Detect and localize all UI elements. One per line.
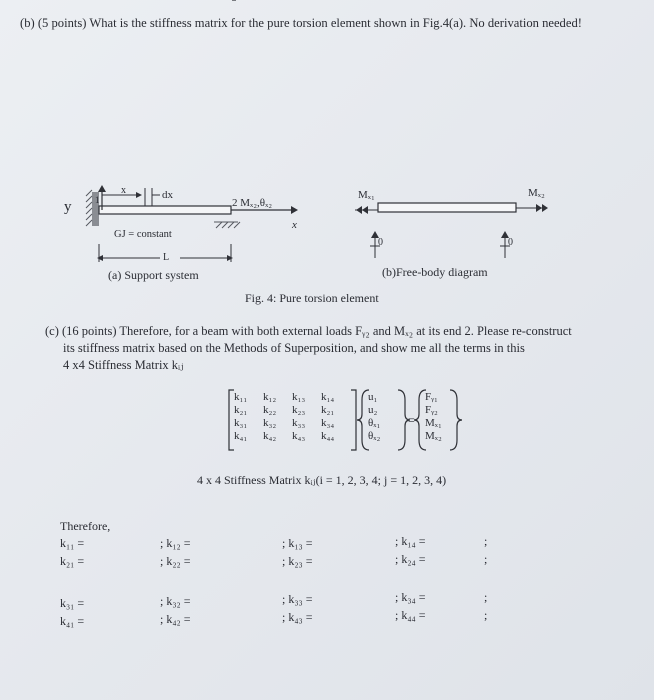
node-1-label: 1 xyxy=(95,195,100,205)
part-c-line-3: 4 x4 Stiffness Matrix kᵢⱼ xyxy=(63,358,184,372)
matrix-cell: k₄₃ xyxy=(292,430,306,442)
matrix-cell: k₁₃ xyxy=(292,391,306,403)
figure-caption: Fig. 4: Pure torsion element xyxy=(245,291,379,305)
answer-k14: ; k₁₄ = xyxy=(395,534,426,548)
gj-constant-label: GJ = constant xyxy=(114,229,172,240)
dx-label: dx xyxy=(162,189,173,201)
part-c-line-1: (c) (16 points) Therefore, for a beam with both external loads Fᵧ₂ and Mₓ₂ at its end 2. Please re-construct xyxy=(45,324,572,338)
answer-k22: ; k₂₂ = xyxy=(160,554,191,568)
part-c-line-2: its stiffness matrix based on the Methods of Superposition, and show me all the terms in this xyxy=(63,341,525,355)
vector-entry: θₓ₂ xyxy=(368,430,381,442)
part-b-question: (b) (5 points) What is the stiffness matrix for the pure torsion element shown in Fig.4(a). No derivation needed! xyxy=(20,16,582,30)
answer-row-end: ; xyxy=(484,552,488,566)
matrix-caption: 4 x 4 Stiffness Matrix kᵢⱼ(i = 1, 2, 3, 4; j = 1, 2, 3, 4) xyxy=(197,473,447,487)
matrix-cell: k₂₂ xyxy=(263,404,277,416)
matrix-cell: k₃₄ xyxy=(321,417,335,429)
matrix-cell: k₂₃ xyxy=(292,404,306,416)
matrix-cell: k₁₂ xyxy=(263,391,277,403)
fbd-zero-right: 0 xyxy=(508,237,513,248)
matrix-cell: k₄₂ xyxy=(263,430,277,442)
answer-k42: ; k₄₂ = xyxy=(160,612,191,626)
answer-k32: ; k₃₂ = xyxy=(160,594,191,608)
vector-entry: u₁ xyxy=(368,391,378,403)
vector-entry: Mₓ₂ xyxy=(425,430,442,442)
therefore-label: Therefore, xyxy=(60,519,111,533)
equals-sign: = xyxy=(408,413,415,427)
x-position-label: x xyxy=(121,185,126,196)
length-label: L xyxy=(163,252,170,263)
answer-k24: ; k₂₄ = xyxy=(395,552,426,566)
answer-k44: ; k₄₄ = xyxy=(395,608,426,622)
matrix-cell: k₃₂ xyxy=(263,417,277,429)
answer-row-end: ; xyxy=(484,590,488,604)
y-axis-label: y xyxy=(64,199,72,215)
vector-entry: Mₓ₁ xyxy=(425,417,442,429)
matrix-row xyxy=(234,430,345,443)
answer-k41: k₄₁ = xyxy=(60,614,85,628)
answer-k43: ; k₄₃ = xyxy=(282,610,313,624)
vector-entry: Fᵧ₂ xyxy=(425,404,438,416)
support-system-caption: (a) Support system xyxy=(108,268,199,282)
fbd-zero-left: 0 xyxy=(378,237,383,248)
answer-k31: k₃₁ = xyxy=(60,596,85,610)
answer-k23: ; k₂₃ = xyxy=(282,554,313,568)
matrix-cell: k₃₃ xyxy=(292,417,306,429)
force-vector xyxy=(425,391,442,443)
moment-mx2-label: Mₓ₂ xyxy=(528,187,545,199)
stiffness-matrix xyxy=(234,391,345,443)
matrix-cell: k₄₁ xyxy=(234,430,248,442)
answer-row-end: ; xyxy=(484,608,488,622)
matrix-cell: k₂₁ xyxy=(234,404,248,416)
matrix-row xyxy=(234,404,345,417)
answer-k33: ; k₃₃ = xyxy=(282,592,313,606)
answer-k12: ; k₁₂ = xyxy=(160,536,191,550)
answer-k11: k₁₁ = xyxy=(60,536,85,550)
matrix-row xyxy=(234,391,345,404)
matrix-cell: k₄₄ xyxy=(321,430,335,442)
matrix-cell: k₁₄ xyxy=(321,391,335,403)
vector-entry: Fᵧ₁ xyxy=(425,391,438,403)
matrix-row xyxy=(234,417,345,430)
answer-k21: k₂₁ = xyxy=(60,554,85,568)
answer-k13: ; k₁₃ = xyxy=(282,536,313,550)
answer-k34: ; k₃₄ = xyxy=(395,590,426,604)
matrix-cell: k₁₁ xyxy=(234,391,248,403)
answer-row-end: ; xyxy=(484,534,488,548)
moment-mx1-label: Mₓ₁ xyxy=(358,189,375,201)
matrix-cell: k₂₁ xyxy=(321,404,335,416)
displacement-vector xyxy=(368,391,380,443)
fbd-caption: (b)Free-body diagram xyxy=(382,265,488,279)
matrix-cell: k₃₁ xyxy=(234,417,248,429)
vector-entry: u₂ xyxy=(368,404,378,416)
vector-entry: θₓ₁ xyxy=(368,417,381,429)
node-2-label: 2 Mₓ₂,θₓ₂ xyxy=(232,197,273,209)
x-axis-label: x xyxy=(292,219,297,231)
